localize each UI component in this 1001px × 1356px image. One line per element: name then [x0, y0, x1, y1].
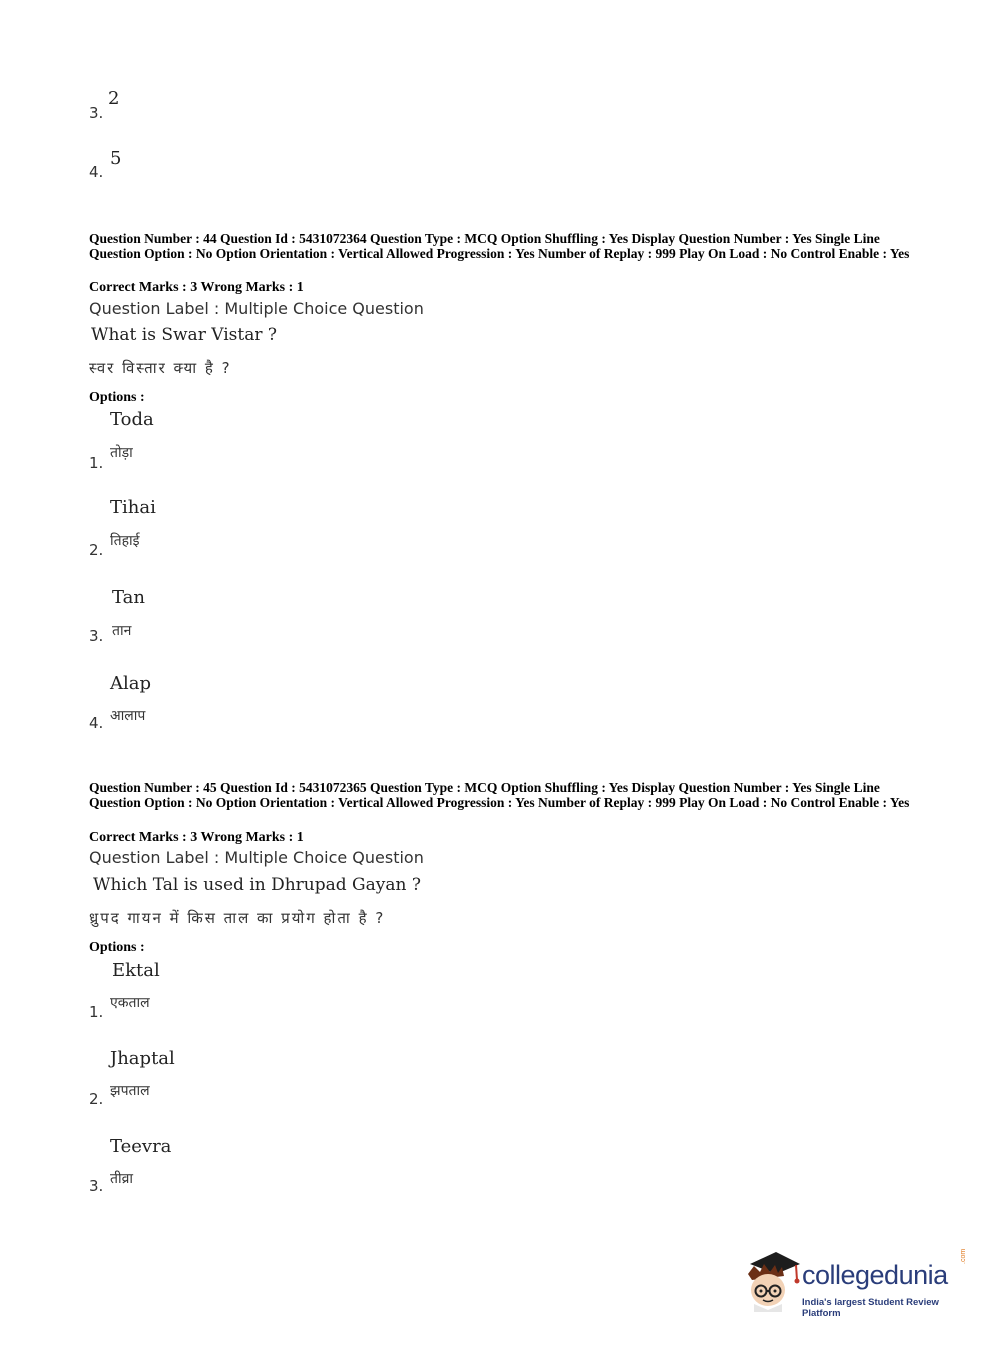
- q45-option-1-en: Ektal: [112, 960, 160, 981]
- question-44-text-en: What is Swar Vistar ?: [91, 325, 277, 345]
- student-mascot-icon: [742, 1250, 802, 1312]
- q44-option-3-en: Tan: [112, 587, 145, 608]
- logo-tagline: India's largest Student Review Platform: [802, 1297, 939, 1319]
- q45-option-2-en: Jhaptal: [110, 1048, 175, 1069]
- question-44-text-hi: स्वर विस्तार क्या है ?: [89, 359, 232, 377]
- q44-option-4-hi: आलाप: [110, 708, 146, 724]
- q44-option-1-hi: तोड़ा: [110, 445, 133, 461]
- q44-option-1-number: 1.: [89, 454, 104, 472]
- question-45-marks: Correct Marks : 3 Wrong Marks : 1: [89, 830, 304, 845]
- question-45-text-en: Which Tal is used in Dhrupad Gayan ?: [93, 875, 421, 895]
- q45-option-2-hi: झपताल: [110, 1083, 150, 1099]
- q45-option-3-hi: तीव्रा: [110, 1171, 134, 1187]
- q45-option-1-number: 1.: [89, 1003, 104, 1021]
- q44-option-1-en: Toda: [110, 409, 154, 430]
- q45-option-3-number: 3.: [89, 1177, 104, 1195]
- prev-option-3-value: 2: [108, 88, 120, 109]
- prev-option-4-number: 4.: [89, 163, 104, 181]
- q44-option-2-en: Tihai: [110, 497, 156, 518]
- logo-domain-suffix: .com: [960, 1248, 967, 1264]
- question-44-options-label: Options :: [89, 390, 145, 405]
- collegedunia-logo: [742, 1250, 967, 1320]
- question-44-marks: Correct Marks : 3 Wrong Marks : 1: [89, 280, 304, 295]
- question-45-meta: Question Number : 45 Question Id : 5431072365 Question Type : MCQ Option Shuffling : Yes Display Question Number : Yes Single Line Question Option : No Option Orientation : Vertical Allowed Progression : Yes Number of Replay : 999 Play On Load : No Control Enable : Yes: [89, 780, 910, 810]
- q45-option-3-en: Teevra: [110, 1136, 172, 1157]
- prev-option-3-number: 3.: [89, 104, 104, 122]
- q45-option-2-number: 2.: [89, 1090, 104, 1108]
- logo-wordmark: collegedunia: [802, 1260, 948, 1290]
- prev-option-4-value: 5: [110, 148, 122, 169]
- question-45-text-hi: ध्रुपद गायन में किस ताल का प्रयोग होता है ?: [89, 909, 386, 927]
- question-45-label: Question Label : Multiple Choice Question: [89, 848, 424, 867]
- q44-option-3-hi: तान: [112, 623, 132, 639]
- q44-option-4-number: 4.: [89, 714, 104, 732]
- q44-option-2-hi: तिहाई: [110, 533, 140, 549]
- q44-option-2-number: 2.: [89, 541, 104, 559]
- q45-option-1-hi: एकताल: [110, 995, 150, 1011]
- q44-option-4-en: Alap: [110, 673, 152, 694]
- question-44-label: Question Label : Multiple Choice Question: [89, 299, 424, 318]
- question-45-options-label: Options :: [89, 940, 145, 955]
- question-44-meta: Question Number : 44 Question Id : 5431072364 Question Type : MCQ Option Shuffling : Yes Display Question Number : Yes Single Line Question Option : No Option Orientation : Vertical Allowed Progression : Yes Number of Replay : 999 Play On Load : No Control Enable : Yes: [89, 231, 910, 261]
- q44-option-3-number: 3.: [89, 627, 104, 645]
